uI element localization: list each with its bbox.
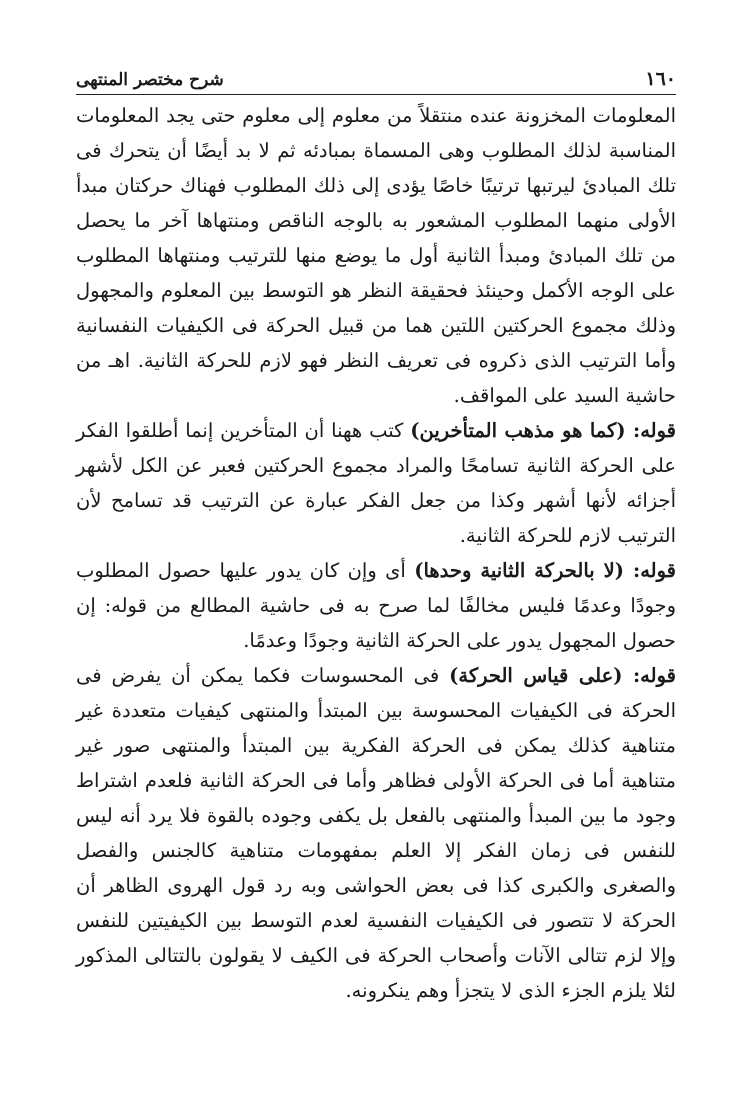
paragraph-3-lead: قوله: (لا بالحركة الثانية وحدها) [414, 559, 676, 582]
paragraph-1-text: المعلومات المخزونة عنده منتقلاً من معلوم إلى معلوم حتى يجد المعلومات المناسبة لذلك المطلوب وهى المسماة بمبادئه ثم لا بد أيضًا أن يتحرك فى تلك المبادئ ليرتبها ترتيبًا خاصًا يؤدى إلى ذلك المطلوب فهناك حركتان مبدأ الأولى منهما المطلوب المشعور به بالوجه الناقص ومنتهاها آخر ما يحصل من تلك المبادئ ومبدأ الثانية أول ما يوضع منها للترتيب ومنتهاها المطلوب على الوجه الأكمل وحينئذ فحقيقة النظر هو التوسط بين المعلوم والمجهول وذلك مجموع الحركتين اللتين هما من قبيل الحركة فى الكيفيات النفسانية وأما الترتيب الذى ذكروه فى تعريف النظر فهو لازم للحركة الثانية. اهـ من حاشية السيد على المواقف. [76, 104, 676, 407]
paragraph-3 [76, 553, 676, 658]
paragraph-2 [76, 413, 676, 553]
page-header [76, 58, 676, 95]
paragraph-4-text: فى المحسوسات فكما يمكن أن يفرض فى الحركة فى الكيفيات المحسوسة بين المبتدأ والمنتهى كيفيات متعددة غير متناهية كذلك يمكن فى الحركة الفكرية بين المبتدأ والمنتهى صور غير متناهية أما فى الحركة الأولى فظاهر وأما فى الحركة الثانية فلعدم اشتراط وجود ما بين المبدأ والمنتهى بالفعل بل يكفى وجوده بالقوة فلا يرد أنه ليس للنفس فى زمان الفكر إلا العلم بمفهومات متناهية كالجنس والفصل والصغرى والكبرى كذا فى بعض الحواشى وبه رد قول الهروى الظاهر أن الحركة لا تتصور فى الكيفيات النفسية لعدم التوسط بين الكيفيتين للنفس وإلا لزم تتالى الآنات وأصحاب الحركة فى الكيف لا يقولون بالتتالى المذكور لئلا يلزم الجزء الذى لا يتجزأ وهم ينكرونه. [76, 664, 676, 1002]
paragraph-4-lead: قوله: (على قياس الحركة) [449, 664, 676, 687]
paragraph-1 [76, 98, 676, 413]
running-title: شرح مختصر المنتهى [76, 70, 224, 90]
paragraph-2-text: كتب ههنا أن المتأخرين إنما أطلقوا الفكر على الحركة الثانية تسامحًا والمراد مجموع الحركتين فعبر عن الكل لأشهر أجزائه لأنها أشهر وكذا من جعل الفكر عبارة عن الترتيب قد تسامح لأن الترتيب لازم للحركة الثانية. [76, 419, 676, 547]
page-body [76, 98, 676, 1008]
paragraph-4 [76, 658, 676, 1008]
paragraph-3-text: أى وإن كان يدور عليها حصول المطلوب وجودًا وعدمًا فليس مخالفًا لما صرح به فى حاشية المطالع من قوله: إن حصول المجهول يدور على الحركة الثانية وجودًا وعدمًا. [76, 559, 676, 652]
paragraph-2-lead: قوله: (كما هو مذهب المتأخرين) [410, 419, 676, 442]
page-number: ١٦٠ [645, 68, 676, 90]
